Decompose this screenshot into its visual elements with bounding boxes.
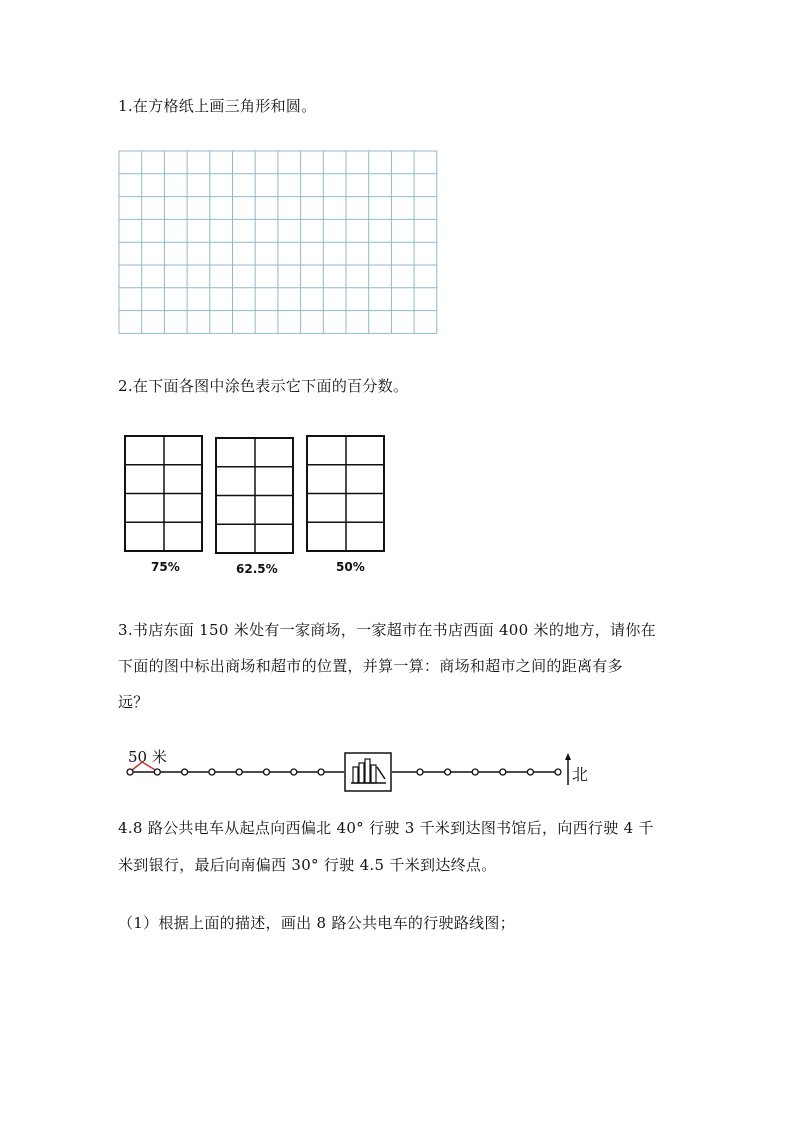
number-line-svg (120, 745, 600, 795)
question-4-line-1: 4.8 路公共电车从起点向西偏北 40° 行驶 3 千米到达图书馆后，向西行驶 4 千 (118, 819, 654, 837)
number-line-point (264, 769, 270, 775)
percent-label-1: 75% (151, 560, 180, 574)
percent-box-3[interactable] (306, 435, 386, 557)
number-line-point (500, 769, 506, 775)
question-3-line-2: 下面的图中标出商场和超市的位置，并算一算：商场和超市之间的距离有多 (118, 657, 623, 675)
percent-box-1[interactable] (124, 435, 204, 557)
grid-paper-svg (118, 150, 440, 336)
percent-box-1-grid (124, 435, 204, 553)
number-line-point (318, 769, 324, 775)
question-3-line-3: 远？ (118, 693, 149, 711)
scale-label: 50 米 (128, 748, 167, 766)
percent-label-2: 62.5% (236, 562, 278, 576)
scale-mark (131, 762, 157, 771)
question-3-line-1: 3.书店东面 150 米处有一家商场，一家超市在书店西面 400 米的地方，请你在 (118, 621, 656, 639)
number-line-point (236, 769, 242, 775)
number-line-point (555, 769, 561, 775)
percent-box-2-grid (215, 437, 295, 555)
question-2-text: 2.在下面各图中涂色表示它下面的百分数。 (118, 377, 409, 395)
number-line-point (182, 769, 188, 775)
percent-box-2[interactable] (215, 437, 295, 559)
number-line-point (417, 769, 423, 775)
number-line-point (209, 769, 215, 775)
number-line-point (527, 769, 533, 775)
percent-label-3: 50% (336, 560, 365, 574)
number-line-point (127, 769, 133, 775)
question-1-text: 1.在方格纸上画三角形和圆。 (118, 97, 317, 115)
number-line-point (472, 769, 478, 775)
percent-box-3-grid (306, 435, 386, 553)
question-4-line-2: 米到银行，最后向南偏西 30° 行驶 4.5 千米到达终点。 (118, 856, 497, 874)
bookstore-icon (345, 753, 391, 791)
north-arrow-icon (565, 753, 571, 785)
number-line-point (154, 769, 160, 775)
north-label: 北 (572, 765, 589, 784)
number-line-map[interactable] (120, 745, 600, 799)
grid-paper[interactable] (118, 150, 440, 340)
question-4-sub-1: （1）根据上面的描述，画出 8 路公共电车的行驶路线图； (118, 914, 516, 932)
number-line-point (291, 769, 297, 775)
number-line-point (445, 769, 451, 775)
